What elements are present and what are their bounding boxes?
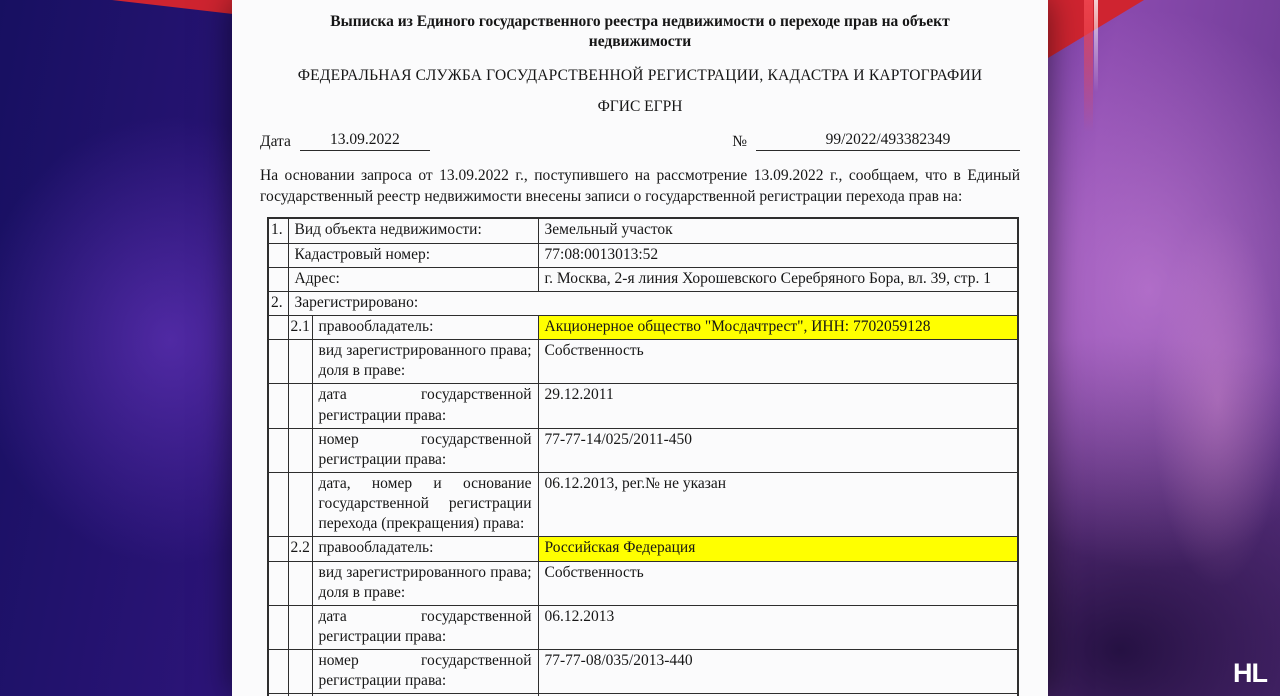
table-row [268,267,1018,291]
egrn-table-body [268,218,1018,696]
table-row [268,650,1018,694]
row-label: правообладатель: [312,316,538,340]
row-value: 06.12.2013 [538,605,1018,649]
system-name: ФГИС ЕГРН [597,98,683,116]
row-value: 77-77-08/035/2013-440 [538,650,1018,694]
table-row [268,472,1018,536]
row-number: 2. [268,291,288,315]
table-row [268,605,1018,649]
row-number [268,316,288,340]
row-value: 29.12.2011 [538,384,1018,428]
table-row [268,537,1018,561]
row-value: г. Москва, 2-я линия Хорошевского Серебряного Бора, вл. 39, стр. 1 [538,267,1018,291]
row-subnumber: 2.2 [288,537,312,561]
row-value: Земельный участок [538,218,1018,243]
red-streak [1084,0,1093,132]
row-label: правообладатель: [312,537,538,561]
row-label: вид зарегистрированного права; доля в праве: [312,561,538,605]
table-row [268,428,1018,472]
table-row [268,316,1018,340]
row-label: Зарегистрировано: [288,291,1018,315]
row-value: Собственность [538,340,1018,384]
row-label: дата государственной регистрации права: [312,605,538,649]
table-row [268,218,1018,243]
table-row [268,243,1018,267]
row-value: Акционерное общество "Мосдачтрест", ИНН: 7702059128 [538,316,1018,340]
row-number [268,428,288,472]
row-label: Кадастровый номер: [288,243,538,267]
meta-row [260,131,1020,151]
row-subnumber [288,428,312,472]
row-subnumber: 2.1 [288,316,312,340]
row-subnumber [288,472,312,536]
row-number: 1. [268,218,288,243]
document-title: Выписка из Единого государственного реестра недвижимости о переходе прав на объект недвижимости [330,13,950,51]
table-row [268,340,1018,384]
row-label: вид зарегистрированного права; доля в праве: [312,340,538,384]
row-number [268,650,288,694]
row-value: 77:08:0013013:52 [538,243,1018,267]
row-number [268,472,288,536]
row-subnumber [288,650,312,694]
date-value: 13.09.2022 [300,131,430,151]
row-number [268,384,288,428]
table-row [268,384,1018,428]
row-label: номер государственной регистрации права: [312,428,538,472]
egrn-table [267,217,1019,696]
row-label: дата государственной регистрации права: [312,384,538,428]
row-value: Российская Федерация [538,537,1018,561]
table-row [268,291,1018,315]
row-number [268,340,288,384]
row-subnumber [288,340,312,384]
row-label: номер государственной регистрации права: [312,650,538,694]
row-label: Адрес: [288,267,538,291]
white-streak [1094,0,1098,92]
row-subnumber [288,605,312,649]
agency-name: ФЕДЕРАЛЬНАЯ СЛУЖБА ГОСУДАРСТВЕННОЙ РЕГИСТРАЦИИ, КАДАСТРА И КАРТОГРАФИИ [297,67,983,85]
row-subnumber [288,561,312,605]
row-number [268,267,288,291]
row-number [268,243,288,267]
row-value: Собственность [538,561,1018,605]
row-number [268,537,288,561]
row-value: 06.12.2013, рег.№ не указан [538,472,1018,536]
number-value: 99/2022/493382349 [756,131,1020,151]
channel-logo: HL [1233,658,1267,688]
row-subnumber [288,384,312,428]
row-label: Вид объекта недвижимости: [288,218,538,243]
row-number [268,605,288,649]
red-corner-top-left [112,0,233,14]
table-row [268,561,1018,605]
intro-paragraph: На основании запроса от 13.09.2022 г., поступившего на рассмотрение 13.09.2022 г., сообщаем, что в Единый государственный реестр недвижимости внесены записи о государственной регистрации перехода прав на: [260,167,1020,206]
number-label: № [732,133,747,151]
date-label: Дата [260,133,291,151]
row-label: дата, номер и основание государственной регистрации перехода (прекращения) права: [312,472,538,536]
document-page [232,0,1048,696]
row-number [268,561,288,605]
row-value: 77-77-14/025/2011-450 [538,428,1018,472]
